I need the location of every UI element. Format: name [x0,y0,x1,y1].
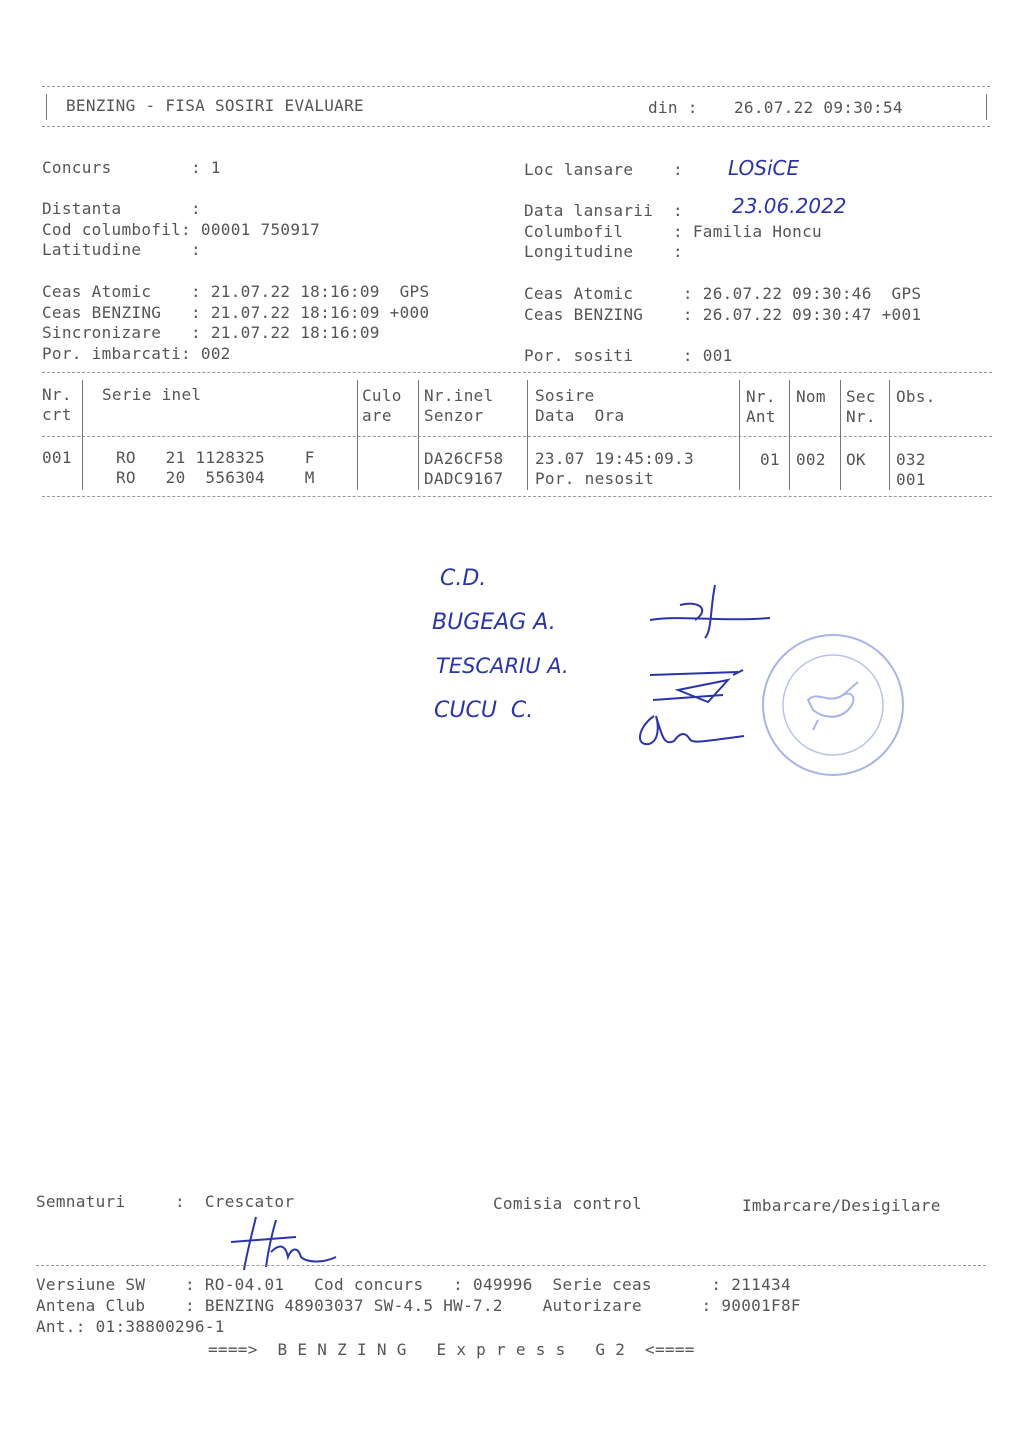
th-sec-2: Nr. [846,407,876,426]
cell-arrival-1: 23.07 19:45:09.3 [535,449,694,468]
ant-line: Ant.: 01:38800296-1 [36,1317,225,1336]
th-nr: Nr. [42,385,72,404]
th-serie-inel: Serie inel [102,385,202,404]
table-bottom-border [42,496,992,497]
data-lansarii-line: Data lansarii : [524,201,683,220]
cell-ant: 01 [760,450,780,469]
cell-ring-2: RO 20 556304 M [116,468,315,487]
ceas-atomic-start: Ceas Atomic : 21.07.22 18:16:09 GPS [42,282,430,301]
col-sep-2 [357,380,358,490]
th-nr-ant-1: Nr. [746,387,776,406]
th-nom: Nom [796,387,826,406]
cell-sec: OK [846,450,866,469]
distanta-line: Distanta : [42,199,201,218]
col-sep-4 [527,380,528,490]
cell-sensor-1: DA26CF58 [424,449,504,468]
handwritten-name-1: BUGEAG A. [432,610,556,635]
cell-nr: 001 [42,448,72,467]
header-right-border [986,94,987,120]
handwritten-name-2: TESCARIU A. [436,654,569,678]
imbarcare-desigilare: Imbarcare/Desigilare [742,1196,941,1215]
handwritten-cd: C.D. [440,566,487,591]
versiune-sw-line: Versiune SW : RO-04.01 Cod concurs : 049996 Serie ceas : 211434 [36,1275,791,1294]
club-stamp-seal [758,630,908,780]
signature-2 [648,660,748,705]
handwritten-name-3: CUCU C. [434,698,534,723]
crescator-signature [226,1212,346,1272]
th-sosire: Sosire [535,386,595,405]
th-culo: Culo [362,386,402,405]
antena-club-line: Antena Club : BENZING 48903037 SW-4.5 HW-7.2 Autorizare : 90001F8F [36,1296,801,1315]
signature-3 [634,706,754,751]
sincronizare-line: Sincronizare : 21.07.22 18:16:09 [42,323,380,342]
header-date-label: din : [648,98,698,117]
th-crt: crt [42,405,72,424]
concurs-line: Concurs : 1 [42,158,221,177]
cell-arrival-2: Por. nesosit [535,469,655,488]
col-sep-1 [82,380,83,490]
col-sep-6 [789,380,790,490]
th-senzor: Senzor [424,406,484,425]
semnaturi-line: Semnaturi : Crescator [36,1192,295,1211]
data-lansarii-handwritten: 23.06.2022 [732,194,847,218]
th-are: are [362,406,392,425]
latitudine-line: Latitudine : [42,240,201,259]
table-header-separator [42,436,992,437]
th-nr-inel: Nr.inel [424,386,494,405]
cod-columbofil-line: Cod columbofil: 00001 750917 [42,220,321,239]
ceas-benzing-start: Ceas BENZING : 21.07.22 18:16:09 +000 [42,303,430,322]
longitudine-line: Longitudine : [524,242,683,261]
header-left-border [46,94,47,120]
th-nr-ant-2: Ant [746,407,776,426]
benzing-express-banner: ====> B E N Z I N G E x p r e s s G 2 <==== [208,1340,695,1359]
header-date-value: 26.07.22 09:30:54 [734,98,903,117]
loc-lansare-line: Loc lansare : [524,160,683,179]
col-sep-3 [418,380,419,490]
table-top-border [42,372,992,373]
por-sositi-line: Por. sositi : 001 [524,346,733,365]
cell-obs-1: 032 [896,450,926,469]
loc-lansare-handwritten: LOSiCE [728,156,800,180]
por-imbarcati-line: Por. imbarcati: 002 [42,344,231,363]
th-data-ora: Data Ora [535,406,625,425]
th-sec-1: Sec [846,387,876,406]
cell-nom: 002 [796,450,826,469]
comisia-control: Comisia control [493,1194,642,1213]
th-obs: Obs. [896,387,936,406]
ceas-atomic-end: Ceas Atomic : 26.07.22 09:30:46 GPS [524,284,922,303]
col-sep-8 [889,380,890,490]
ceas-benzing-end: Ceas BENZING : 26.07.22 09:30:47 +001 [524,305,922,324]
cell-sensor-2: DADC9167 [424,469,504,488]
cell-ring-1: RO 21 1128325 F [116,448,315,467]
cell-obs-2: 001 [896,470,926,489]
col-sep-5 [739,380,740,490]
footer-separator [36,1265,986,1266]
header-title: BENZING - FISA SOSIRI EVALUARE [66,96,364,115]
col-sep-7 [840,380,841,490]
columbofil-line: Columbofil : Familia Honcu [524,222,822,241]
header-bottom-border [42,126,990,127]
header-top-border [42,86,990,87]
